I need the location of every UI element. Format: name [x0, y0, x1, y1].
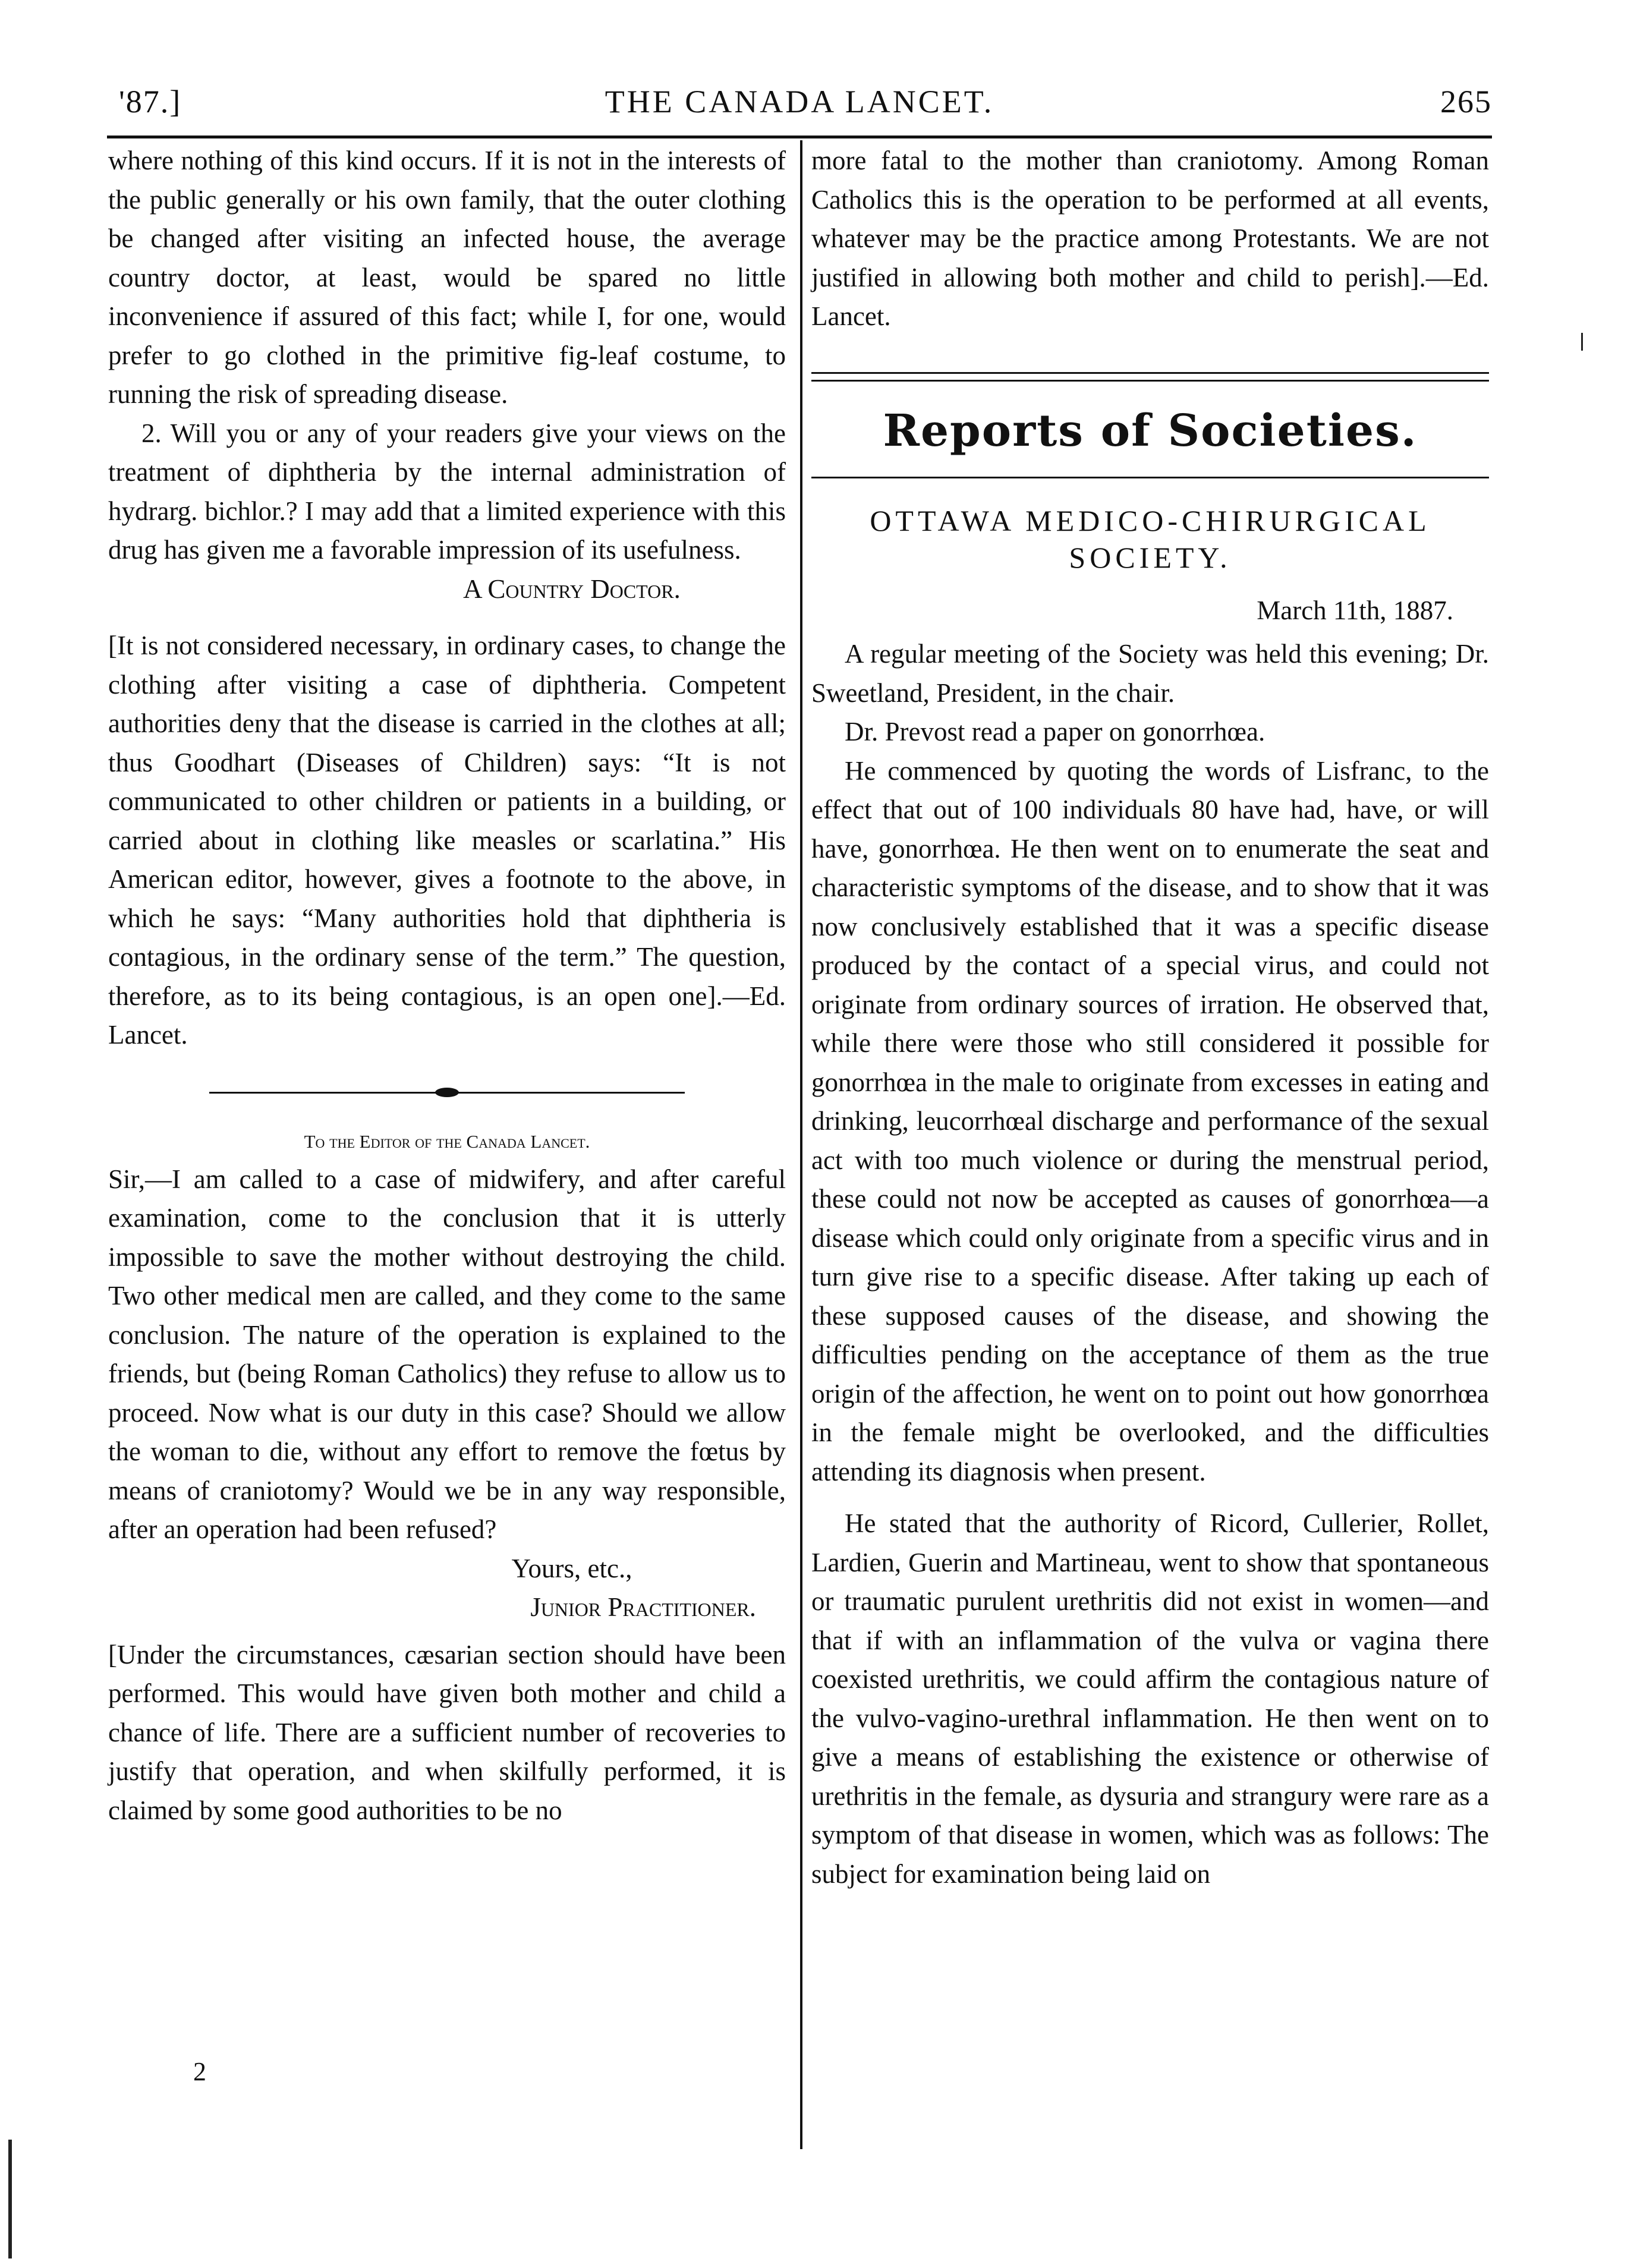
- meeting-date: March 11th, 1887.: [1257, 595, 1453, 625]
- right-column: [811, 141, 1489, 1894]
- column-divider: [800, 140, 802, 2149]
- letter-midwifery: Sir,—I am called to a case of midwifery, and after careful examination, come to the conclusion that it is utterly impossible to save the mother without destroying the child. Two other medical men are called, and they come to the same conclusion. The nature of the operation is explained to the friends, but (being Roman Catholics) they refuse to allow us to proceed. Now what is our duty in this case? Should we allow the woman to die, without any effort to remove the fœtus by means of craniotomy? Would we be in any way responsible, after an operation had been refused?: [108, 1164, 786, 1544]
- to-editor-heading: To the Editor of the Canada Lancet.: [304, 1130, 590, 1152]
- section-title-rule: [811, 477, 1489, 478]
- running-header: [107, 83, 1492, 131]
- page-number: 265: [1440, 84, 1492, 119]
- journal-title: THE CANADA LANCET.: [605, 84, 994, 119]
- meeting-paragraph-1: A regular meeting of the Society was held this evening; Dr. Sweetland, President, in the chair.: [811, 639, 1489, 708]
- section-double-rule: [811, 372, 1489, 382]
- binding-edge-mark: [8, 2140, 12, 2258]
- signature-country-doctor: A Country Doctor.: [463, 574, 681, 604]
- left-column: [108, 141, 786, 1830]
- stray-mark: [1581, 333, 1583, 351]
- meeting-paragraph-4: He stated that the authority of Ricord, Cullerier, Rollet, Lardien, Guerin and Martineau, went to show that spontaneous or traumatic purulent urethritis did not exist in women—and that if with an inflammation of the vulva or vagina there coexisted urethritis, we could affirm the contagious nature of the vulvo-vagino-urethral inflammation. He then went on to give a means of establishing the existence or otherwise of urethritis in the female, as dysuria and strangury were rare as a symptom of that disease in women, which was as follows: The subject for examination being laid on: [811, 1508, 1489, 1889]
- editor-note-caesarian: [Under the circumstances, cæsarian section should have been performed. This would have given both mother and child a chance of life. There are a sufficient number of recoveries to justify that operation, and when skilfully performed, it is claimed by some good authorities to be no: [108, 1639, 786, 1825]
- header-rule: [107, 136, 1492, 138]
- closing-yours: Yours, etc.,: [511, 1553, 632, 1583]
- spacer: [108, 1627, 786, 1636]
- spacer: [108, 609, 786, 626]
- header-year: '87.]: [119, 84, 182, 119]
- rule-lower: [811, 380, 1489, 382]
- signature-junior-practitioner: Junior Practitioner.: [530, 1592, 756, 1622]
- editor-note-continuation: more fatal to the mother than craniotomy. Among Roman Catholics this is the operation to be performed at all events, whatever may be the practice among Protestants. We are not justified in allowing both mother and child to perish].—Ed. Lancet.: [811, 146, 1489, 331]
- society-name: OTTAWA MEDICO-CHIRURGICAL SOCIETY.: [870, 503, 1431, 574]
- editor-note-diphtheria: [It is not considered necessary, in ordinary cases, to change the clothing after visiting a case of diphtheria. Competent authorities deny that the disease is carried in the clothes at all; thus Goodhart (Diseases of Children) says: “It is not communicated to other children or patients in a building, or carried about in clothing like measles or scarlatina.” His American editor, however, gives a footnote to the above, in which he says: “Many authorities hold that diphtheria is contagious, in the ordinary sense of the term.” The question, therefore, as to its being contagious, is an open one].—Ed. Lancet.: [108, 631, 786, 1050]
- letter-paragraph-2: 2. Will you or any of your readers give your views on the treatment of diphtheria by the internal administration of hydrarg. bichlor.? I may add that a limited experience with this drug has given me a favorable impression of its usefulness.: [108, 418, 786, 565]
- divider-ornament: [435, 1088, 459, 1097]
- spacer: [811, 1491, 1489, 1504]
- letter-paragraph-1: where nothing of this kind occurs. If it is not in the interests of the public generally or his own family, that the outer clothing be changed after visiting an infected house, the average country doctor, at least, would be spared no little inconvenience if assured of this fact; while I, for one, would prefer to go clothed in the primitive fig-leaf costume, to running the risk of spreading disease.: [108, 146, 786, 409]
- ornamental-divider: [209, 1085, 685, 1100]
- meeting-paragraph-2: Dr. Prevost read a paper on gonorrhœa.: [845, 717, 1265, 746]
- section-title: Reports of Societies.: [883, 405, 1418, 456]
- signature-mark: 2: [193, 2057, 206, 2086]
- meeting-paragraph-3: He commenced by quoting the words of Lisfranc, to the effect that out of 100 individuals 80 have had, have, or will have, gonorrhœa. He then went on to enumerate the seat and characteristic symptoms of the disease, and to show that it was now conclusively established that it was a specific disease produced by the contact of a special virus, and could not originate from ordinary sources of irration. He observed that, while there were those who still considered it possible for gonorrhœa in the male to originate from excesses in eating and drinking, leucorrhœal discharge and performance of the sexual act with too much violence or during the menstrual period, these could not now be accepted as causes of gonorrhœa—a disease which could only originate from a specific virus and in turn give rise to a specific disease. After taking up each of these supposed causes of the disease, and showing the difficulties pending on the acceptance of them as the true origin of the affection, he went on to point out how gonorrhœa in the female might be overlooked, and the difficulties attending its diagnosis when present.: [811, 755, 1489, 1486]
- rule-upper: [811, 372, 1489, 374]
